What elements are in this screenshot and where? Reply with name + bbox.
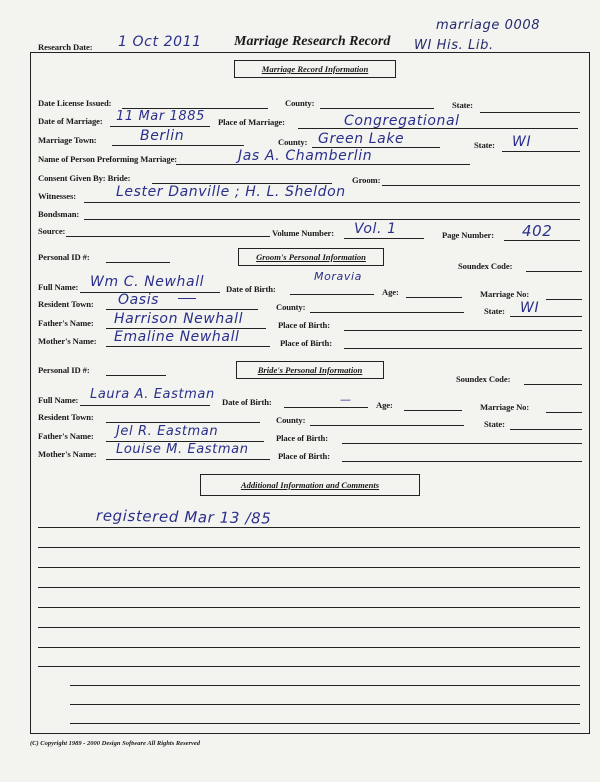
place-of-marriage-value[interactable]: Congregational: [344, 113, 460, 129]
research-date-value[interactable]: 1 Oct 2011: [118, 34, 202, 50]
comment-line[interactable]: [70, 704, 580, 705]
groom-mother-pob-label: Place of Birth:: [280, 338, 332, 348]
groom-state-label: State:: [484, 306, 505, 316]
bondsman-label: Bondsman:: [38, 209, 80, 219]
bride-dob-value[interactable]: —: [340, 393, 352, 406]
date-of-marriage-value[interactable]: 11 Mar 1885: [116, 109, 206, 124]
groom-father-pob-label: Place of Birth:: [278, 320, 330, 330]
bride-mother-pob-label: Place of Birth:: [278, 451, 330, 461]
bride-dob-label: Date of Birth:: [222, 397, 272, 407]
bride-resident-town-label: Resident Town:: [38, 412, 94, 422]
bride-personal-id-label: Personal ID #:: [38, 365, 90, 375]
additional-section-title: Additional Information and Comments: [200, 474, 420, 496]
marriage-section-title: Marriage Record Information: [234, 60, 396, 78]
bride-marriage-no-label: Marriage No:: [480, 402, 530, 412]
copyright-notice: (C) Copyright 1989 - 2000 Design Software All Rights Reserved: [30, 740, 201, 747]
marriage-town-line: [112, 145, 244, 146]
bride-age-line[interactable]: [404, 410, 462, 411]
comment-line[interactable]: [38, 647, 580, 648]
bride-county-line[interactable]: [310, 425, 464, 426]
groom-resident-town-line: [106, 309, 258, 310]
comment-line[interactable]: [38, 527, 580, 528]
strike-mark: [178, 298, 196, 299]
witnesses-label: Witnesses:: [38, 191, 76, 201]
witnesses-value[interactable]: Lester Danville ; H. L. Sheldon: [116, 184, 346, 200]
county2-label: County:: [278, 137, 308, 147]
groom-dob-label: Date of Birth:: [226, 284, 276, 294]
county-label: County:: [285, 98, 315, 108]
groom-age-line[interactable]: [406, 297, 462, 298]
county2-value[interactable]: Green Lake: [318, 131, 405, 147]
volume-label: Volume Number:: [272, 228, 335, 238]
bride-marriage-no-line[interactable]: [546, 412, 582, 413]
archive-note-line2: WI His. Lib.: [414, 38, 494, 53]
groom-personal-id-line[interactable]: [106, 262, 170, 263]
bride-father-pob-line[interactable]: [342, 443, 582, 444]
bondsman-line[interactable]: [84, 219, 580, 220]
groom-father-value[interactable]: Harrison Newhall: [114, 311, 244, 327]
page-number-label: Page Number:: [442, 230, 495, 240]
groom-father-label: Father's Name:: [38, 318, 94, 328]
research-date-label: Research Date:: [38, 42, 93, 52]
page-title: Marriage Research Record: [234, 34, 391, 49]
bride-soundex-line[interactable]: [524, 384, 582, 385]
groom-mother-pob-line[interactable]: [344, 348, 582, 349]
groom-marriage-no-line[interactable]: [546, 299, 582, 300]
bride-county-label: County:: [276, 415, 306, 425]
groom-section-title: Groom's Personal Information: [238, 248, 384, 266]
bride-section-title: Bride's Personal Information: [236, 361, 384, 379]
source-line[interactable]: [66, 236, 270, 237]
additional-comment[interactable]: registered Mar 13 /85: [95, 506, 272, 528]
state2-value[interactable]: WI: [512, 134, 532, 150]
groom-mother-line: [106, 346, 270, 347]
state2-line: [502, 151, 580, 152]
groom-soundex-line[interactable]: [526, 271, 582, 272]
marriage-town-value[interactable]: Berlin: [140, 128, 185, 144]
date-license-label: Date License Issued:: [38, 98, 112, 108]
bride-full-name-label: Full Name:: [38, 395, 79, 405]
date-of-marriage-label: Date of Marriage:: [38, 116, 103, 126]
bride-mother-pob-line[interactable]: [342, 461, 582, 462]
bride-full-name-line: [80, 405, 210, 406]
groom-full-name-value[interactable]: Wm C. Newhall: [90, 274, 205, 290]
archive-note-line1: marriage 0008: [436, 18, 541, 33]
bride-state-label: State:: [484, 419, 505, 429]
bride-age-label: Age:: [376, 400, 393, 410]
bride-state-line[interactable]: [510, 429, 582, 430]
groom-father-pob-line[interactable]: [344, 330, 582, 331]
state-line[interactable]: [480, 112, 580, 113]
bride-mother-line: [106, 459, 270, 460]
groom-age-label: Age:: [382, 287, 399, 297]
comment-line[interactable]: [38, 567, 580, 568]
consent-label: Consent Given By: Bride:: [38, 173, 131, 183]
bride-dob-line: [284, 407, 368, 408]
performer-line: [176, 164, 470, 165]
state2-label: State:: [474, 140, 495, 150]
comment-line[interactable]: [38, 666, 580, 667]
groom-resident-town-label: Resident Town:: [38, 299, 94, 309]
groom-dob-line[interactable]: [290, 294, 374, 295]
groom-mother-value[interactable]: Emaline Newhall: [114, 329, 240, 345]
groom-resident-town-value[interactable]: Oasis: [118, 292, 160, 308]
groom-soundex-label: Soundex Code:: [458, 261, 513, 271]
comment-line[interactable]: [70, 723, 580, 724]
bride-resident-town-line[interactable]: [106, 422, 260, 423]
page-number-value[interactable]: 402: [522, 222, 553, 240]
source-label: Source:: [38, 226, 66, 236]
groom-county-label: County:: [276, 302, 306, 312]
comment-line[interactable]: [38, 587, 580, 588]
bride-soundex-label: Soundex Code:: [456, 374, 511, 384]
groom-marriage-no-label: Marriage No:: [480, 289, 530, 299]
county-line[interactable]: [320, 108, 434, 109]
state-label: State:: [452, 100, 473, 110]
groom-dob-note: Moravia: [314, 270, 362, 283]
groom-mother-label: Mother's Name:: [38, 336, 97, 346]
witnesses-line: [84, 202, 580, 203]
groom-state-line: [510, 316, 582, 317]
bride-mother-value[interactable]: Louise M. Eastman: [116, 442, 249, 457]
place-of-marriage-label: Place of Marriage:: [218, 117, 285, 127]
volume-line: [344, 238, 424, 239]
groom-consent-line[interactable]: [382, 185, 580, 186]
volume-value[interactable]: Vol. 1: [354, 221, 397, 237]
groom-personal-id-label: Personal ID #:: [38, 252, 90, 262]
groom-full-name-label: Full Name:: [38, 282, 79, 292]
groom-state-value[interactable]: WI: [520, 300, 540, 316]
performer-label: Name of Person Preforming Marriage:: [38, 154, 178, 164]
comment-line[interactable]: [70, 685, 580, 686]
page-number-line: [504, 240, 580, 241]
comment-line[interactable]: [38, 627, 580, 628]
bride-father-label: Father's Name:: [38, 431, 94, 441]
bride-mother-label: Mother's Name:: [38, 449, 97, 459]
bride-father-value[interactable]: Jel R. Eastman: [116, 424, 219, 439]
marriage-town-label: Marriage Town:: [38, 135, 97, 145]
bride-father-pob-label: Place of Birth:: [276, 433, 328, 443]
bride-full-name-value[interactable]: Laura A. Eastman: [90, 387, 215, 402]
date-of-marriage-line: [110, 126, 210, 127]
groom-consent-label: Groom:: [352, 175, 381, 185]
comment-line[interactable]: [38, 547, 580, 548]
bride-personal-id-line[interactable]: [106, 375, 166, 376]
comment-line[interactable]: [38, 607, 580, 608]
groom-county-line[interactable]: [310, 312, 464, 313]
performer-value[interactable]: Jas A. Chamberlin: [238, 148, 373, 164]
